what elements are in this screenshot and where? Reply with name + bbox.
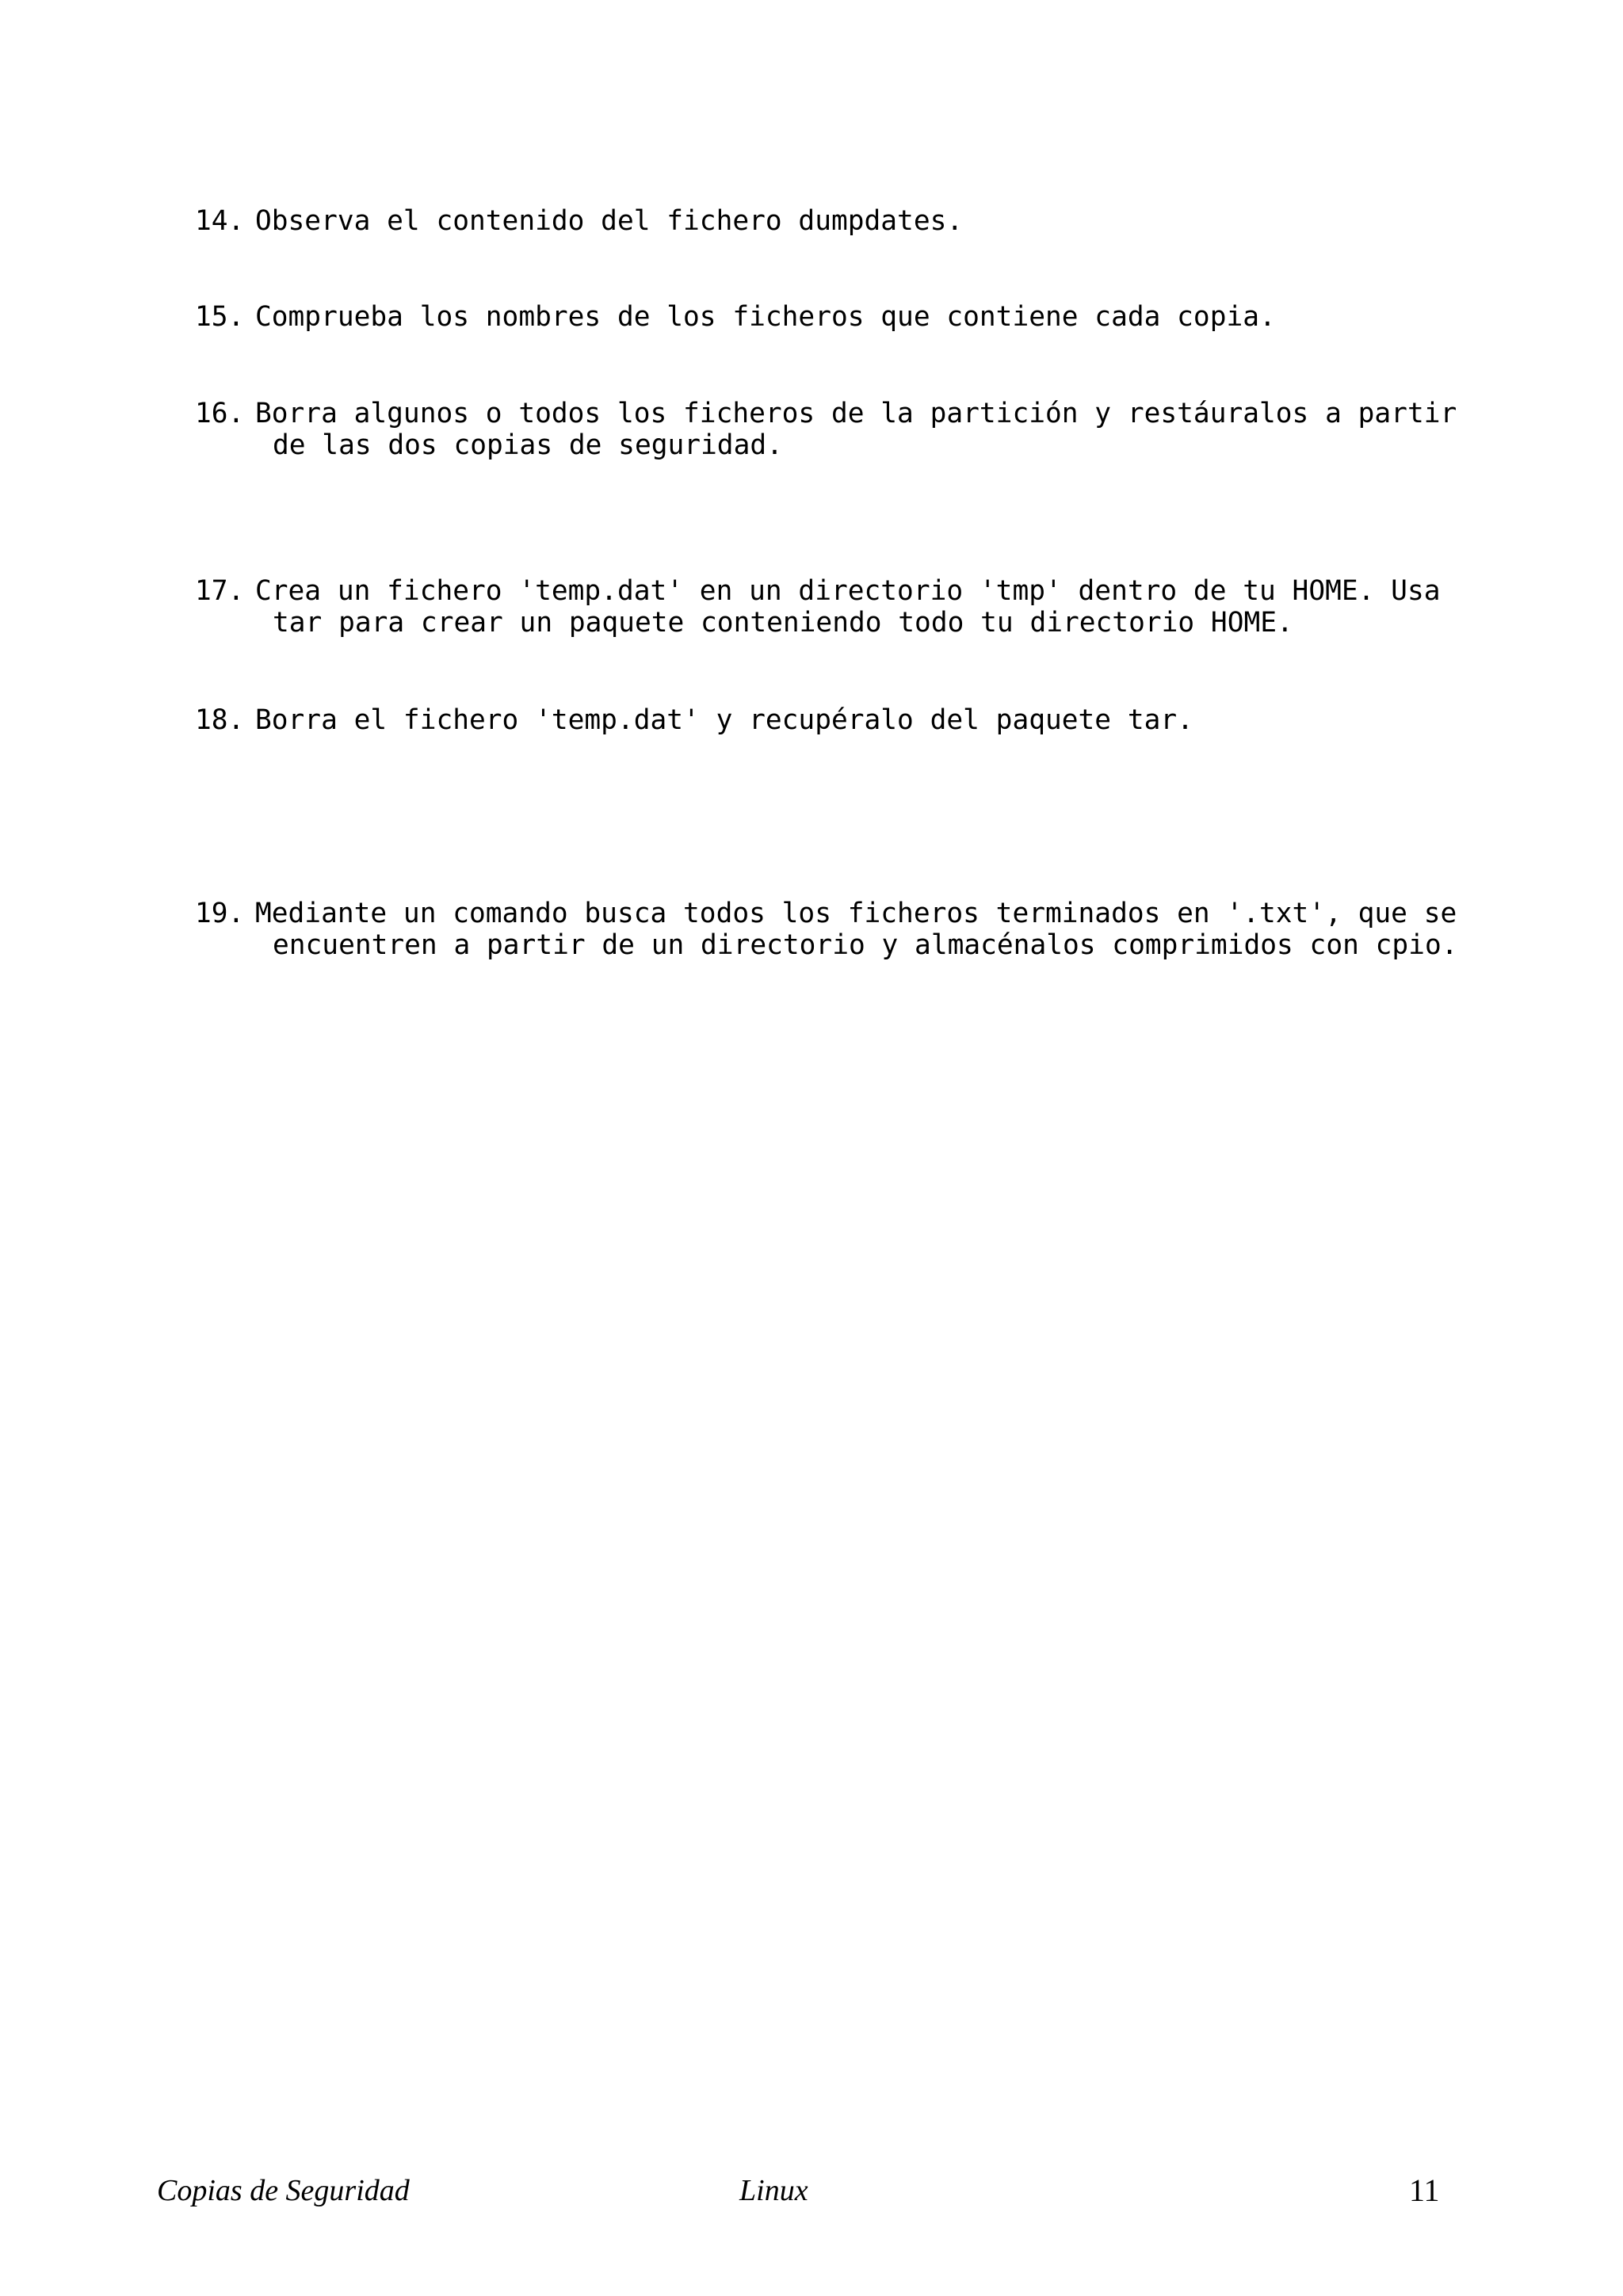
item-number: 15.	[195, 301, 245, 333]
item-number: 14.	[195, 205, 245, 237]
page-number: 11	[1409, 2172, 1440, 2208]
item-number: 16.	[195, 398, 245, 429]
item-text-line-1: Borra algunos o todos los ficheros de la partición y restáuralos a partir	[255, 398, 1457, 429]
list-item-16	[195, 398, 1495, 556]
item-number: 17.	[195, 575, 245, 607]
item-text: Borra el fichero 'temp.dat' y recupéralo del paquete tar.	[255, 704, 1193, 736]
item-text-line-2: de las dos copias de seguridad.	[273, 429, 783, 461]
item-text: Comprueba los nombres de los ficheros que contiene cada copia.	[255, 301, 1276, 333]
footer-subject: Linux	[739, 2174, 808, 2207]
list-item-19	[195, 898, 1495, 1056]
list-item-18	[195, 704, 1495, 831]
footer-title: Copias de Seguridad	[157, 2174, 410, 2207]
item-text-line-1: Mediante un comando busca todos los ficheros terminados en '.txt', que se	[255, 898, 1457, 929]
item-number: 18.	[195, 704, 245, 736]
item-text-line-1: Crea un fichero 'temp.dat' en un directorio 'tmp' dentro de tu HOME. Usa	[255, 575, 1441, 607]
item-text-line-2: encuentren a partir de un directorio y almacénalos comprimidos con cpio.	[273, 929, 1458, 961]
item-number: 19.	[195, 898, 245, 929]
item-text: Observa el contenido del fichero dumpdates.	[255, 205, 964, 237]
item-text-line-2: tar para crear un paquete conteniendo todo tu directorio HOME.	[273, 607, 1293, 639]
